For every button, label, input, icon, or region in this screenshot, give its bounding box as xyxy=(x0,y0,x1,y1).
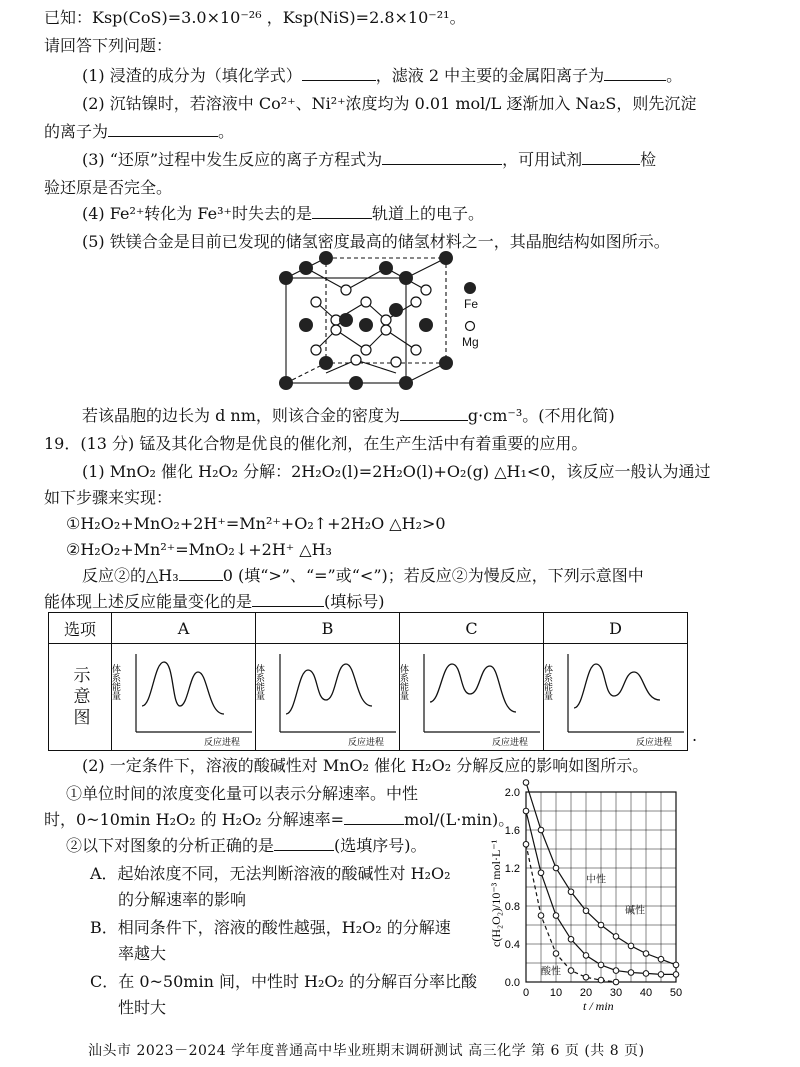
data-point xyxy=(523,780,529,786)
q3-line1: (3) “还原”过程中发生反应的离子方程式为 ，可用试剂 检 xyxy=(82,150,657,169)
step-2: ②H₂O₂+Mn²⁺=MnO₂↓+2H⁺ △H₃ xyxy=(66,540,332,559)
y-tick-label: 0.8 xyxy=(504,901,520,913)
energy-curve xyxy=(142,662,224,714)
option-a: A xyxy=(112,613,256,644)
crystal-cell-figure xyxy=(270,250,500,395)
energy-diagram-d xyxy=(544,644,687,750)
data-point xyxy=(673,972,679,978)
data-point xyxy=(628,970,634,976)
data-point xyxy=(553,951,559,957)
q3-line2: 验还原是否完全。 xyxy=(44,178,173,197)
option-c: C xyxy=(400,613,544,644)
concentration-chart xyxy=(478,778,698,1028)
x-axis-label: 反应进程 xyxy=(492,738,529,748)
y-axis-label: 体系能量 xyxy=(254,664,264,700)
y-tick-label: 0.0 xyxy=(504,977,520,989)
data-point xyxy=(538,913,544,919)
series-label: 酸性 xyxy=(541,966,561,978)
step-1: ①H₂O₂+MnO₂+2H⁺=Mn²⁺+O₂↑+2H₂O △H₂>0 xyxy=(66,514,446,533)
data-point xyxy=(658,972,664,978)
data-point xyxy=(553,913,559,919)
x-axis-label: 反应进程 xyxy=(204,738,241,748)
diagram-c xyxy=(400,644,544,751)
y-axis-label: 体系能量 xyxy=(542,664,552,700)
y-axis-label: 体系能量 xyxy=(398,664,408,700)
y-axis-label: 体系能量 xyxy=(110,664,120,700)
data-point xyxy=(613,968,619,974)
option-a-line1: A．起始浓度不同，无法判断溶液的酸碱性对 H₂O₂ xyxy=(90,864,451,883)
x-tick-label: 50 xyxy=(669,987,683,999)
data-point xyxy=(523,808,529,814)
q19-2-1-line1: ①单位时间的浓度变化量可以表示分解速率。中性 xyxy=(66,784,419,803)
y-axis-label: c(H₂O₂)/10⁻³ mol·L⁻¹ xyxy=(489,839,503,947)
fe-legend-label: Fe xyxy=(464,297,479,311)
data-point xyxy=(658,956,664,962)
page-footer: 汕头市 2023－2024 学年度普通高中毕业班期末调研测试 高三化学 第 6 页 (共 8 页) xyxy=(88,1043,645,1059)
energy-curve xyxy=(430,664,516,712)
diagram-b xyxy=(256,644,400,751)
data-point xyxy=(583,953,589,959)
answer-blank[interactable] xyxy=(604,66,666,81)
q5: (5) 铁镁合金是目前已发现的储氢密度最高的储氢材料之一，其晶胞结构如图所示。 xyxy=(82,232,670,251)
data-point xyxy=(643,951,649,957)
series-label: 中性 xyxy=(586,874,606,886)
q19-1-line4: 能体现上述反应能量变化的是 (填标号) xyxy=(44,592,385,611)
intro: 请回答下列问题： xyxy=(44,36,173,55)
y-tick-label: 1.2 xyxy=(504,863,520,875)
q4: (4) Fe²⁺转化为 Fe³⁺时失去的是 轨道上的电子。 xyxy=(82,204,484,223)
data-point xyxy=(538,870,544,876)
data-point xyxy=(598,922,604,928)
energy-diagram-c xyxy=(400,644,543,750)
x-tick-label: 30 xyxy=(609,987,623,999)
data-point xyxy=(628,943,634,949)
diagram-d xyxy=(544,644,688,751)
data-point xyxy=(673,962,679,968)
x-tick-label: 0 xyxy=(522,987,530,999)
data-point xyxy=(643,971,649,977)
option-b: B xyxy=(256,613,400,644)
y-tick-label: 0.4 xyxy=(504,939,520,951)
energy-diagram-b xyxy=(256,644,399,750)
energy-curve xyxy=(574,664,660,708)
data-point xyxy=(538,827,544,833)
answer-blank[interactable] xyxy=(382,150,502,165)
option-a-line2: 的分解速率的影响 xyxy=(118,890,247,909)
answer-blank[interactable] xyxy=(108,122,218,137)
answer-blank[interactable] xyxy=(582,150,640,165)
data-point xyxy=(568,889,574,895)
q19-1-line2: 如下步骤来实现： xyxy=(44,488,173,507)
energy-curve xyxy=(286,664,372,714)
q19-1-line3: 反应②的△H₃ 0 (填“>”、“=”或“<”)；若反应②为慢反应，下列示意图中 xyxy=(82,566,644,585)
data-point xyxy=(568,936,574,942)
option-d: D xyxy=(544,613,688,644)
mg-legend-label: Mg xyxy=(462,335,479,349)
diagram-a xyxy=(112,644,256,751)
q19-2: (2) 一定条件下，溶液的酸碱性对 MnO₂ 催化 H₂O₂ 分解反应的影响如图所示。 xyxy=(82,756,649,775)
option-c-line1: C．在 0~50min 间，中性时 H₂O₂ 的分解百分率比酸 xyxy=(90,972,478,991)
q1: (1) 浸渣的成分为（填化学式） ，滤液 2 中主要的金属阳离子为 。 xyxy=(82,66,683,85)
option-b-line2: 率越大 xyxy=(118,944,167,963)
answer-blank[interactable] xyxy=(252,592,324,607)
data-point xyxy=(583,974,589,980)
y-tick-label: 2.0 xyxy=(504,787,520,799)
answer-blank[interactable] xyxy=(274,836,334,851)
fe-legend-marker xyxy=(464,282,476,294)
q19-2-2: ②以下对图象的分析正确的是 (选填序号)。 xyxy=(66,836,427,855)
mg-legend-marker xyxy=(466,322,475,331)
data-point xyxy=(583,908,589,914)
data-point xyxy=(568,968,574,974)
q2-line1: (2) 沉钴镍时，若溶液中 Co²⁺、Ni²⁺浓度均为 0.01 mol/L 逐渐加入 Na₂S，则先沉淀 xyxy=(82,94,697,113)
data-point xyxy=(598,962,604,968)
options-table xyxy=(48,612,688,751)
data-point xyxy=(598,977,604,983)
data-point xyxy=(613,934,619,940)
option-b-line1: B．相同条件下，溶液的酸性越强，H₂O₂ 的分解速 xyxy=(90,918,451,937)
answer-blank[interactable] xyxy=(302,66,376,81)
series-label: 碱性 xyxy=(625,905,645,917)
data-point xyxy=(553,865,559,871)
q19-1-line1: (1) MnO₂ 催化 H₂O₂ 分解：2H₂O₂(l)=2H₂O(l)+O₂(g) △H₁<0，该反应一般认为通过 xyxy=(82,462,711,481)
answer-blank[interactable] xyxy=(179,566,223,581)
answer-blank[interactable] xyxy=(344,810,404,825)
x-axis-label: 反应进程 xyxy=(348,738,385,748)
data-point xyxy=(613,979,619,985)
y-tick-label: 1.6 xyxy=(504,825,520,837)
x-axis-label: t / min xyxy=(583,999,614,1013)
q2-line2: 的离子为 。 xyxy=(44,122,235,141)
given-ksp: 已知：Ksp(CoS)=3.0×10⁻²⁶ ，Ksp(NiS)=2.8×10⁻²¹。 xyxy=(44,8,466,27)
x-tick-label: 40 xyxy=(639,987,653,999)
x-tick-label: 10 xyxy=(549,987,563,999)
x-axis-label: 反应进程 xyxy=(636,738,673,748)
energy-diagram-a xyxy=(112,644,255,750)
header-label: 选项 xyxy=(49,613,112,644)
option-c-line2: 性时大 xyxy=(118,998,167,1017)
trailing-dot: . xyxy=(692,726,698,745)
q19-2-1-line2: 时，0~10min H₂O₂ 的 H₂O₂ 分解速率= mol/(L·min)。 xyxy=(44,810,515,829)
x-tick-label: 20 xyxy=(579,987,593,999)
answer-blank[interactable] xyxy=(312,204,372,219)
question-19: 19．(13 分) 锰及其化合物是优良的催化剂，在生产生活中有着重要的应用。 xyxy=(44,434,588,453)
data-point xyxy=(523,841,529,847)
row-label: 示意图 xyxy=(49,644,112,751)
q5-density: 若该晶胞的边长为 d nm，则该合金的密度为 g·cm⁻³。(不用化简) xyxy=(82,406,615,425)
answer-blank[interactable] xyxy=(400,406,468,421)
